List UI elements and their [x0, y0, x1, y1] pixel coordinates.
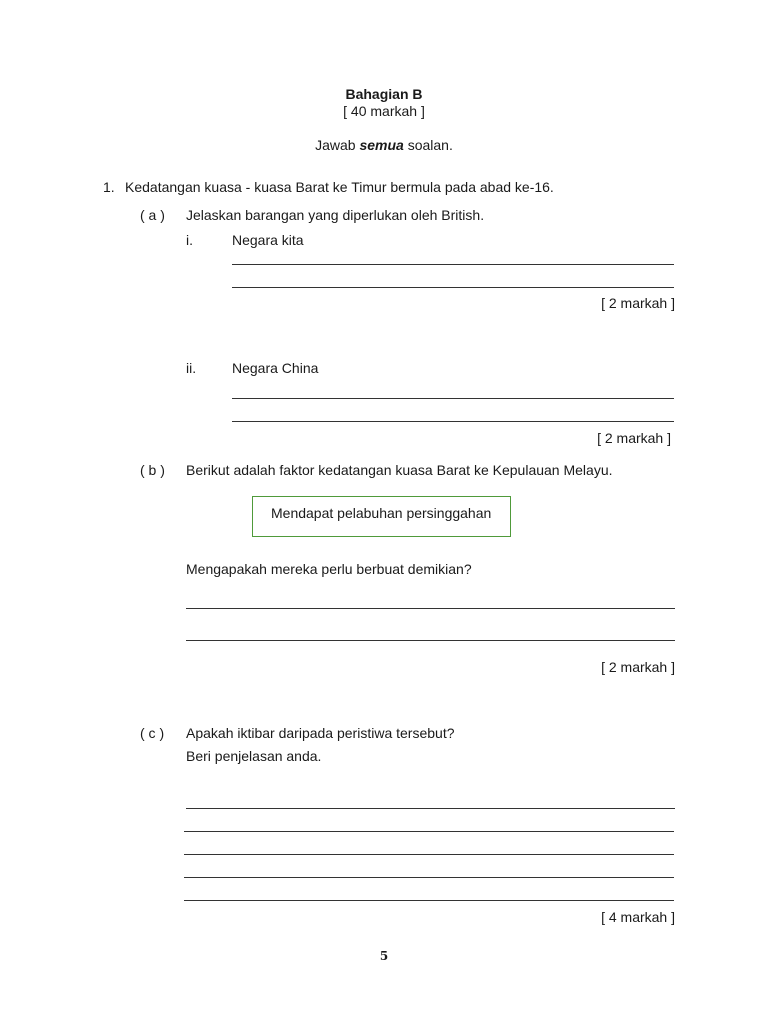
part-a-text: Jelaskan barangan yang diperlukan oleh British.	[186, 207, 485, 223]
part-c-marks: [ 4 markah ]	[601, 909, 675, 925]
answer-line[interactable]	[232, 398, 674, 399]
answer-line[interactable]	[186, 608, 675, 609]
sub-i-marks: [ 2 markah ]	[601, 295, 675, 311]
answer-line[interactable]	[184, 877, 674, 878]
factor-box	[252, 496, 511, 537]
part-b-question: Mengapakah mereka perlu berbuat demikian?	[186, 561, 472, 577]
answer-line[interactable]	[186, 640, 675, 641]
answer-line[interactable]	[186, 808, 675, 809]
section-title: Bahagian B	[345, 86, 423, 102]
part-b-marks: [ 2 markah ]	[601, 659, 675, 675]
sub-i-label: i.	[186, 232, 193, 248]
part-c-label: ( c )	[140, 725, 165, 741]
part-c-text: Apakah iktibar daripada peristiwa tersebut?	[186, 725, 455, 741]
part-b-label: ( b )	[140, 462, 165, 478]
answer-line[interactable]	[232, 287, 674, 288]
part-b-text: Berikut adalah faktor kedatangan kuasa Barat ke Kepulauan Melayu.	[186, 462, 613, 478]
sub-i-text: Negara kita	[232, 232, 304, 248]
instruction-pre: Jawab	[315, 137, 360, 153]
instruction-emphasis: semua	[359, 137, 404, 153]
answer-line[interactable]	[184, 900, 674, 901]
answer-line[interactable]	[232, 421, 674, 422]
part-a-label: ( a )	[140, 207, 165, 223]
sub-ii-label: ii.	[186, 360, 197, 376]
part-c-text2: Beri penjelasan anda.	[186, 748, 322, 764]
page-number: 5	[379, 949, 389, 963]
question-number: 1.	[103, 179, 115, 195]
sub-ii-marks: [ 2 markah ]	[597, 430, 671, 446]
answer-line[interactable]	[184, 831, 674, 832]
instruction	[0, 138, 768, 152]
answer-line[interactable]	[232, 264, 674, 265]
sub-ii-text: Negara China	[232, 360, 319, 376]
instruction-post: soalan.	[403, 137, 453, 153]
section-marks: [ 40 markah ]	[343, 103, 425, 119]
question-stem: Kedatangan kuasa - kuasa Barat ke Timur bermula pada abad ke-16.	[125, 179, 554, 195]
answer-line[interactable]	[184, 854, 674, 855]
factor-box-text: Mendapat pelabuhan persinggahan	[271, 505, 492, 521]
